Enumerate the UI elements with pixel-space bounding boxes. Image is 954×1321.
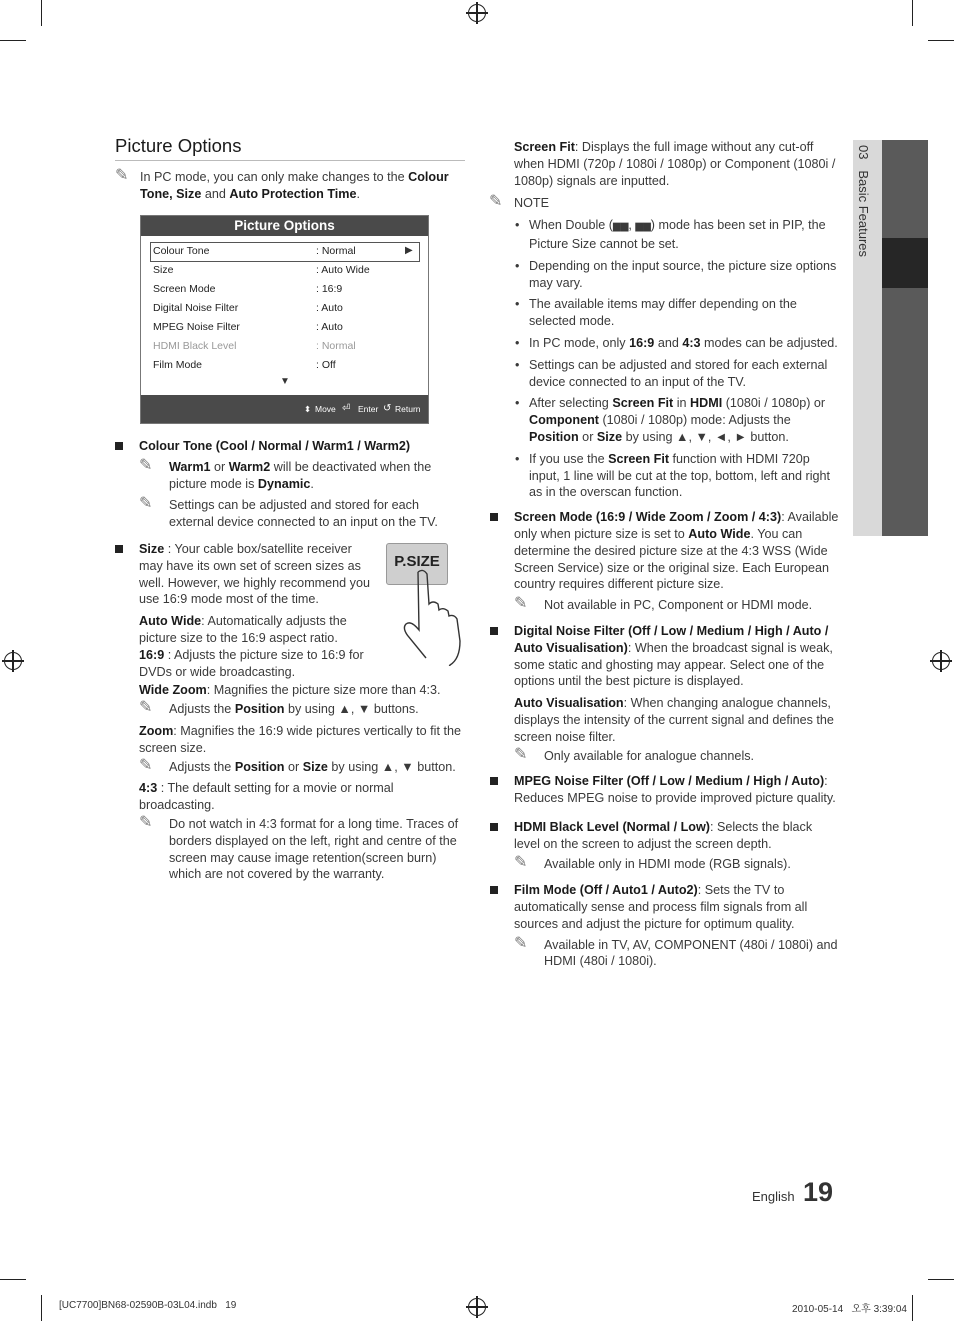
osd-row-label: Size — [153, 264, 174, 276]
osd-row-label-disabled: HDMI Black Level — [153, 340, 237, 352]
osd-row-value: : Auto — [316, 321, 343, 333]
print-date-info: 2010-05-14 오후 3:39:04 — [792, 1304, 907, 1315]
hdmi-black-section: HDMI Black Level (Normal / Low): Selects the black level on the screen to adjust the screen depth. ✎ Available only in HDMI mode (RGB signals). — [490, 819, 840, 873]
note-pencil-icon: ✎ — [514, 595, 528, 613]
note-pencil-icon: ✎ — [139, 756, 153, 774]
help-enter: Enter — [358, 404, 379, 414]
chapter-title: Basic Features — [856, 170, 871, 258]
note-pencil-icon: ✎ — [139, 699, 153, 717]
crop-mark — [41, 1295, 42, 1321]
page-number: 19 — [803, 1177, 834, 1207]
bullet-square-icon — [490, 627, 498, 635]
registration-mark-icon — [932, 652, 950, 670]
chapter-tab-band — [882, 140, 928, 536]
note: ✎ Only available for analogue channels. — [514, 745, 755, 763]
osd-row-value: : Auto Wide — [316, 264, 370, 276]
note-pencil-icon: ✎ — [514, 745, 528, 763]
note-pencil-icon: ✎ — [115, 166, 129, 184]
return-icon: ↺ — [383, 403, 392, 414]
note: ✎ Warm1 or Warm2 will be deactivated when the picture mode is Dynamic. — [139, 456, 432, 491]
crop-mark — [0, 40, 26, 41]
chapter-number: 03 — [856, 145, 871, 160]
crop-mark — [912, 1295, 913, 1321]
language-label: English — [752, 1189, 795, 1204]
crop-mark — [928, 1279, 954, 1280]
arrow-down-icon: ▼ — [280, 376, 290, 387]
list-item: • Depending on the input source, the picture size options may vary. — [515, 258, 837, 290]
bullet-square-icon — [490, 777, 498, 785]
crop-mark — [912, 0, 913, 26]
note: ✎ Available in TV, AV, COMPONENT (480i / 1080i) and HDMI (480i / 1080i). — [514, 934, 838, 969]
registration-mark-icon — [4, 652, 22, 670]
osd-row-value: : Off — [316, 359, 336, 371]
osd-row-label: Screen Mode — [153, 283, 216, 295]
crop-mark — [41, 0, 42, 26]
double-pip-icon: ▆▆ — [613, 221, 629, 233]
screen-mode-section: Screen Mode (16:9 / Wide Zoom / Zoom / 4:3): Available only when picture size is set to Auto Wide. You can determine the desired picture size at the 4:3 WSS (Wide Screen Service) size or the original size. Each European country requires different picture size. ✎ Not available in PC, Component or HDMI mode. — [490, 509, 840, 614]
osd-row-value-disabled: : Normal — [316, 340, 356, 352]
bullet-square-icon — [115, 442, 123, 450]
osd-row-value: : Auto — [316, 302, 343, 314]
chapter-label — [856, 145, 871, 257]
note: ✎ Adjusts the Position or Size by using ▲, ▼ button. — [139, 756, 456, 774]
registration-mark-icon — [468, 4, 486, 22]
enter-icon: ⏎ — [342, 403, 351, 414]
list-item: • When Double (▆▆, ▆▆) mode has been set in PIP, the Picture Size cannot be set. — [515, 218, 826, 251]
bullet-square-icon — [490, 513, 498, 521]
note-pencil-icon: ✎ — [514, 854, 528, 872]
note: ✎ Adjusts the Position by using ▲, ▼ buttons. — [139, 699, 419, 717]
crop-mark — [0, 1279, 26, 1280]
digital-noise-section: Digital Noise Filter (Off / Low / Medium / High / Auto / Auto Visualisation): When the broadcast signal is weak, some static and ghosting may appear. Select one of the options until the best picture is displayed. Auto Visualisation: When changing analogue channels, displays the intensity of the current signal and defines the screen noise filter. ✎ Only available for analogue channels. — [490, 623, 840, 764]
size-section: Size : Your cable box/satellite receiver may have its own set of screen sizes as well. However, we highly recommend you use 16:9 mode most of the time. Auto Wide: Automatically adjusts the picture size to the 16:9 aspect ratio. 16:9 : Adjusts the picture size to 16:9 for DVDs or wide broadcasting. Wide Zoom: Magnifies the picture size more than 4:3. ✎ Adjusts the Position by using ▲, ▼ buttons. Zoom: Magnifies the 16:9 wide pictures vertically to fit the screen size. ✎ Adjusts the Position or Size by using ▲, ▼ button. 4:3 : The default setting for a movie or normal broadcasting. ✎ Do not watch in 4:3 format for a long time. Traces of borders displayed on the left, right and centre of the screen may cause image retention(screen burn) which are not covered by the warranty. — [115, 541, 465, 883]
bullet-square-icon — [490, 886, 498, 894]
note-pencil-icon: ✎ — [139, 456, 153, 474]
print-file-info: [UC7700]BN68-02590B-03L04.indb 19 — [59, 1300, 237, 1311]
note-pencil-icon: ✎ — [139, 495, 153, 513]
note: ✎ Settings can be adjusted and stored for each external device connected to an input on the TV. — [139, 495, 438, 530]
osd-title: Picture Options — [141, 216, 428, 236]
left-column — [115, 135, 465, 206]
hand-pointer-icon — [400, 566, 470, 666]
help-move: Move — [315, 404, 336, 414]
crop-mark — [928, 40, 954, 41]
osd-help-bar — [141, 395, 428, 423]
registration-mark-icon — [468, 1298, 486, 1316]
title-rule — [115, 160, 465, 161]
list-item: • The available items may differ depending on the selected mode. — [515, 297, 797, 329]
film-mode-section: Film Mode (Off / Auto1 / Auto2): Sets the TV to automatically sense and process film signals from all sources and adjust the picture for optimum quality. ✎ Available in TV, AV, COMPONENT (480i / 1080i) and HDMI (480i / 1080i). — [490, 882, 840, 970]
list-item: • Settings can be adjusted and stored for each external device connected to an input of the TV. — [515, 357, 828, 389]
chapter-tab-marker — [882, 238, 928, 288]
osd-row-label: MPEG Noise Filter — [153, 321, 240, 333]
osd-row-value: : 16:9 — [316, 283, 343, 295]
bullet-square-icon — [490, 823, 498, 831]
page-title: Picture Options — [115, 135, 242, 156]
osd-row-label: Colour Tone — [153, 245, 210, 257]
colour-tone-section: Colour Tone (Cool / Normal / Warm1 / Warm2) ✎ Warm1 or Warm2 will be deactivated when the picture mode is Dynamic. ✎ Settings can be adjusted and stored for each external device connected to an input on the TV. — [115, 438, 465, 531]
note: ✎ Do not watch in 4:3 format for a long time. Traces of borders displayed on the left, right and centre of the screen may cause image retention(screen burn) which are not covered by the warranty. — [139, 813, 459, 882]
arrow-right-icon: ▶ — [405, 245, 413, 256]
right-column: Screen Fit: Displays the full image without any cut-off when HDMI (720p / 1080i / 1080p) or Component (1080i / 1080p) signals are inputted. ✎ NOTE • When Double (▆▆, ▆▆) mode has been set in PIP, the Picture Size cannot be set. • Depending on the input source, the picture size options may vary. • The available items may differ depending on the selected mode. • In PC mode, only 16:9 and 4:3 modes can be adjusted. • Settings can be adjusted and stored for each external device connected to an input of the TV. • After selecting Screen Fit in HDMI (1080i / 1080p) or Component (1080i / 1080p) mode: Adjusts the Position or Size by using ▲, ▼, ◄, ► button. • If you use the Screen Fit function with HDMI 720p input, 1 line will be cut at the top, bottom, left and right as in the overscan function. Screen Mode (16:9 / Wide Zoom / Zoom / 4:3): Available only when picture size is set to Auto Wide. You can determine the desired picture size at the 4:3 WSS (Wide Screen Service) size or the original size. Each European country requires different picture size. ✎ Not available in PC, Component or HDMI mode. Digital Noise Filter (Off / Low / Medium / High / Auto / Auto Visualisation): When the broadcast signal is weak, some static and ghosting may appear. Select one of the options until the best picture is displayed. Auto Visualisation: When changing analogue channels, displays the intensity of the current signal and defines the screen noise filter. ✎ Only available for analogue channels. MPEG Noise Filter (Off / Low / Medium / High / Auto): Reduces MPEG noise to provide improved picture quality. HDMI Black Level (Normal / Low): Selects the black level on the screen to adjust the screen depth. ✎ Available only in HDMI mode (RGB signals). Film Mode (Off / Auto1 / Auto2): Sets the TV to automatically sense and process film signals from all sources and adjust the picture for optimum quality. ✎ Available in TV, AV, COMPONENT (480i / 1080i) and HDMI (480i / 1080i). — [489, 140, 839, 969]
note-pencil-icon: ✎ — [139, 813, 153, 831]
note-pencil-icon: ✎ — [514, 934, 528, 952]
help-return: Return — [395, 404, 421, 414]
note: ✎ Not available in PC, Component or HDMI mode. — [514, 595, 813, 613]
note: ✎ Available only in HDMI mode (RGB signals). — [514, 854, 791, 872]
note-list — [514, 217, 840, 501]
osd-row-label: Film Mode — [153, 359, 203, 371]
list-item: • After selecting Screen Fit in HDMI (1080i / 1080p) or Component (1080i / 1080p) mode: Adjusts the Position or Size by using ▲, ▼, ◄, ► button. — [515, 396, 826, 444]
list-item: • If you use the Screen Fit function with HDMI 720p input, 1 line will be cut at the top, bottom, left and right as in the overscan function. — [515, 451, 831, 500]
note-heading: ✎ NOTE — [489, 193, 549, 211]
psize-label: P.SIZE — [394, 553, 440, 570]
picture-options-osd — [140, 215, 429, 424]
double-pip-icon: ▆▆ — [635, 221, 651, 233]
osd-row-label: Digital Noise Filter — [153, 302, 239, 314]
move-icon: ⬍ — [304, 404, 312, 414]
list-item: • In PC mode, only 16:9 and 4:3 modes can be adjusted. — [515, 335, 838, 350]
intro-note: ✎ In PC mode, you can only make changes to the Colour Tone, Size and Auto Protection Time. — [115, 166, 449, 201]
note-pencil-icon: ✎ — [489, 193, 503, 211]
bullet-square-icon — [115, 545, 123, 553]
osd-row-value: : Normal — [316, 245, 356, 257]
mpeg-noise-section: MPEG Noise Filter (Off / Low / Medium / High / Auto): Reduces MPEG noise to provide improved picture quality. — [490, 773, 840, 807]
